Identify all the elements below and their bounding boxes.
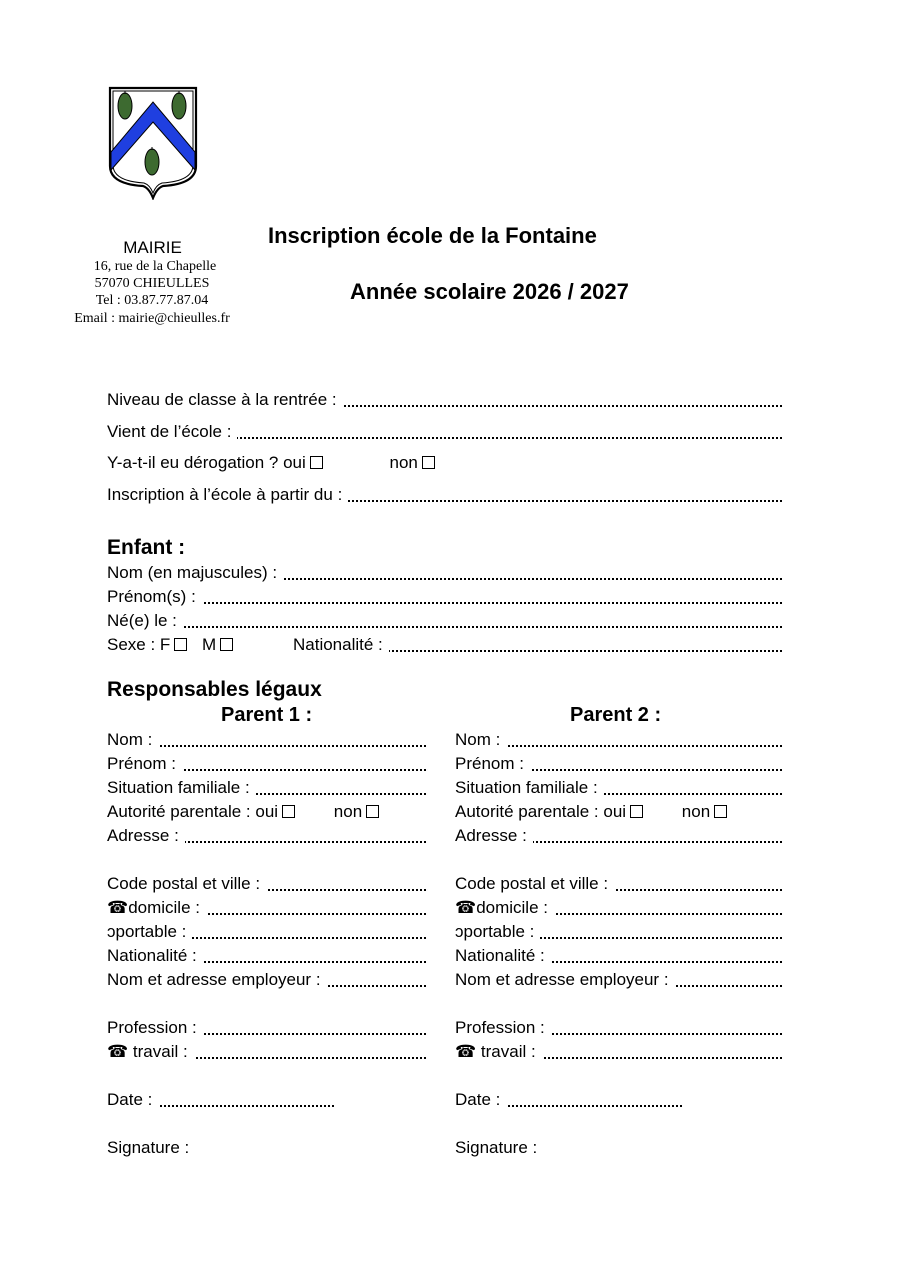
p1-date[interactable]: Date : — [107, 1090, 334, 1110]
p1-travail[interactable]: ☎ travail : — [107, 1042, 426, 1062]
field-niveau[interactable]: Niveau de classe à la rentrée : — [107, 390, 782, 410]
parent2-heading: Parent 2 : — [570, 704, 662, 726]
mobile-icon: ↄ — [107, 922, 116, 941]
coat-of-arms-logo — [107, 86, 199, 200]
derogation-oui-checkbox[interactable] — [310, 456, 323, 469]
field-enfant-nationalite[interactable]: Nationalité : — [293, 635, 782, 655]
p1-nationalite[interactable]: Nationalité : — [107, 946, 426, 966]
p2-date[interactable]: Date : — [455, 1090, 682, 1110]
p1-signature: Signature : — [107, 1138, 190, 1157]
p1-prenom[interactable]: Prénom : — [107, 754, 426, 774]
p1-nom[interactable]: Nom : — [107, 730, 426, 750]
p2-situation[interactable]: Situation familiale : — [455, 778, 782, 798]
p2-profession[interactable]: Profession : — [455, 1018, 782, 1038]
mairie-address: 16, rue de la Chapelle — [93, 259, 217, 274]
responsables-heading: Responsables légaux — [107, 678, 322, 701]
p2-autorite: Autorité parentale : oui non — [455, 802, 727, 822]
field-enfant-ne[interactable]: Né(e) le : — [107, 611, 782, 631]
p2-adresse[interactable]: Adresse : — [455, 826, 782, 846]
p1-autorite-non-checkbox[interactable] — [366, 805, 379, 818]
p2-travail[interactable]: ☎ travail : — [455, 1042, 782, 1062]
field-vient-ecole[interactable]: Vient de l’école : — [107, 422, 782, 442]
p2-domicile[interactable]: ☎domicile : — [455, 898, 782, 918]
derogation-non-checkbox[interactable] — [422, 456, 435, 469]
sexe-f-checkbox[interactable] — [174, 638, 187, 651]
phone-icon: ☎ — [455, 1042, 477, 1061]
p2-signature: Signature : — [455, 1138, 538, 1157]
derogation-question: Y-a-t-il eu dérogation ? oui non — [107, 453, 435, 473]
p1-adresse[interactable]: Adresse : — [107, 826, 426, 846]
p2-portable[interactable]: ↄportable : — [455, 922, 782, 942]
p2-code[interactable]: Code postal et ville : — [455, 874, 782, 894]
sexe-m-checkbox[interactable] — [220, 638, 233, 651]
p1-employeur[interactable]: Nom et adresse employeur : — [107, 970, 426, 990]
mobile-icon: ↄ — [455, 922, 464, 941]
p1-autorite-oui-checkbox[interactable] — [282, 805, 295, 818]
field-inscription-date[interactable]: Inscription à l’école à partir du : — [107, 485, 782, 505]
p1-situation[interactable]: Situation familiale : — [107, 778, 426, 798]
enfant-heading: Enfant : — [107, 536, 186, 559]
mairie-name: MAIRIE — [123, 238, 182, 257]
p1-autorite: Autorité parentale : oui non — [107, 802, 379, 822]
mairie-email: Email : mairie@chieulles.fr — [74, 311, 230, 326]
p1-portable[interactable]: ↄportable : — [107, 922, 426, 942]
mairie-city: 57070 CHIEULLES — [94, 276, 210, 291]
p2-autorite-oui-checkbox[interactable] — [630, 805, 643, 818]
p1-domicile[interactable]: ☎domicile : — [107, 898, 426, 918]
field-enfant-prenoms[interactable]: Prénom(s) : — [107, 587, 782, 607]
school-year: Année scolaire 2026 / 2027 — [350, 279, 629, 304]
enfant-sexe: Sexe : F M — [107, 635, 233, 655]
p2-prenom[interactable]: Prénom : — [455, 754, 782, 774]
parent1-heading: Parent 1 : — [221, 704, 313, 726]
phone-icon: ☎ — [455, 898, 477, 917]
page-title: Inscription école de la Fontaine — [268, 223, 597, 248]
p1-profession[interactable]: Profession : — [107, 1018, 426, 1038]
p1-code[interactable]: Code postal et ville : — [107, 874, 426, 894]
mairie-tel: Tel : 03.87.77.87.04 — [95, 293, 209, 308]
phone-icon: ☎ — [107, 898, 129, 917]
p2-autorite-non-checkbox[interactable] — [714, 805, 727, 818]
field-enfant-nom[interactable]: Nom (en majuscules) : — [107, 563, 782, 583]
p2-nationalite[interactable]: Nationalité : — [455, 946, 782, 966]
p2-nom[interactable]: Nom : — [455, 730, 782, 750]
phone-icon: ☎ — [107, 1042, 129, 1061]
p2-employeur[interactable]: Nom et adresse employeur : — [455, 970, 782, 990]
